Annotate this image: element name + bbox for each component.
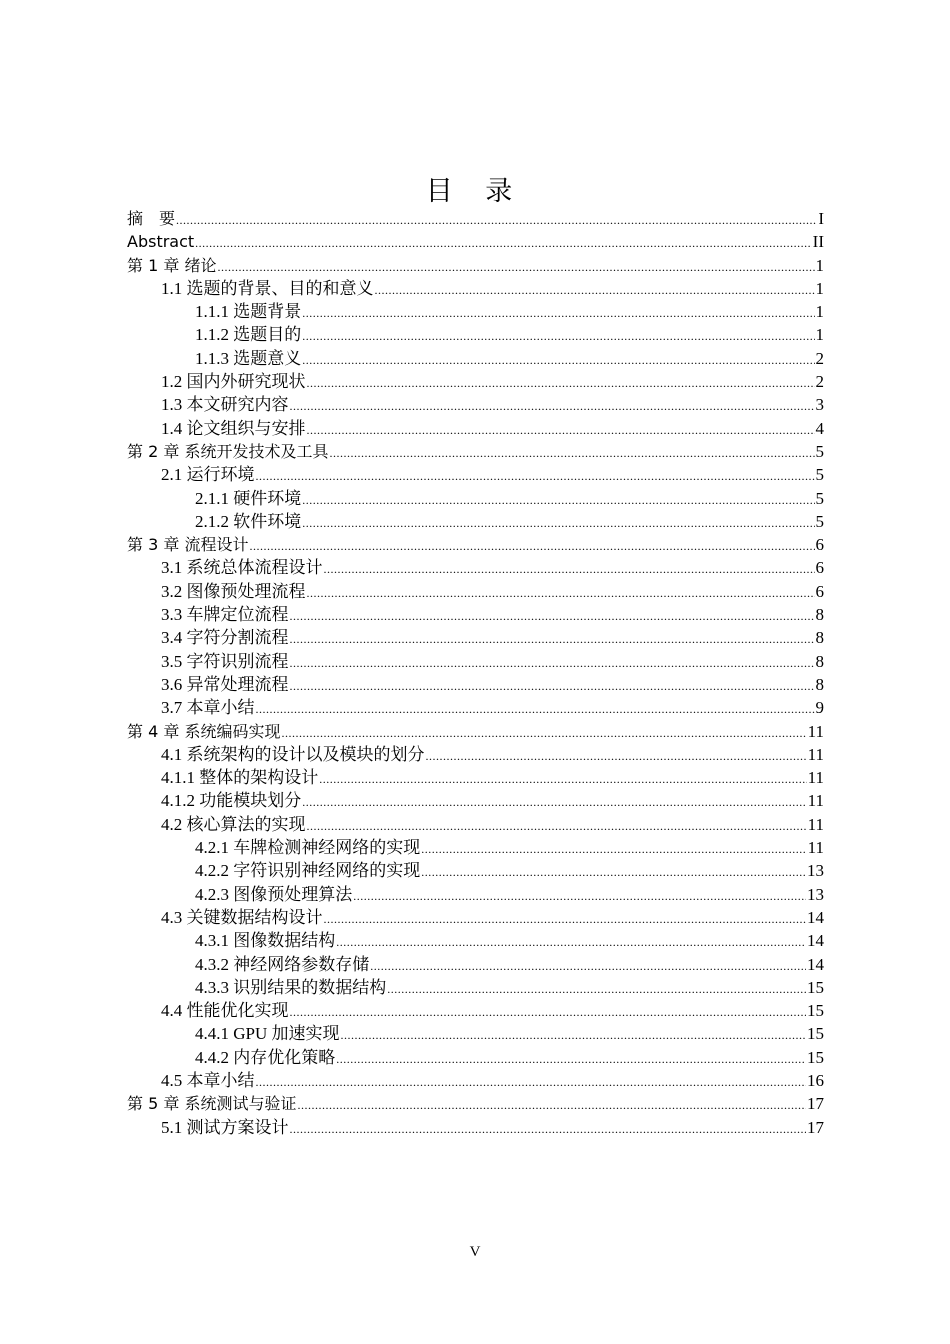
toc-entry[interactable] xyxy=(127,417,824,440)
dot-leader xyxy=(281,722,806,745)
toc-entry-label: 2.1.1 硬件环境 xyxy=(195,488,302,508)
toc-entry-page: 14 xyxy=(807,954,824,974)
toc-entry[interactable] xyxy=(127,1069,824,1092)
toc-entry-label: 3.3 车牌定位流程 xyxy=(161,605,289,625)
toc-entry-page: 5 xyxy=(815,441,824,461)
dot-leader xyxy=(297,1094,806,1117)
toc-entry[interactable] xyxy=(127,487,824,510)
toc-entry-page: 5 xyxy=(815,488,824,508)
dot-leader xyxy=(290,605,815,628)
toc-entry-label: 3.7 本章小结 xyxy=(161,698,255,718)
toc-entry-page: 14 xyxy=(807,931,824,951)
toc-entry-page: 16 xyxy=(807,1070,824,1090)
toc-entry-label: 4.3.3 识别结果的数据结构 xyxy=(195,977,387,997)
toc-entry-label: 4.3.2 神经网络参数存储 xyxy=(195,954,370,974)
dot-leader xyxy=(307,815,807,838)
toc-entry-label: 1.1.1 选题背景 xyxy=(195,302,302,322)
toc-entry-page: 15 xyxy=(807,1001,824,1021)
dot-leader xyxy=(426,745,807,768)
dot-leader xyxy=(290,395,815,418)
toc-entry[interactable] xyxy=(127,789,824,812)
toc-entry-page: 14 xyxy=(807,907,824,927)
toc-entry-page: 11 xyxy=(807,814,824,834)
toc-entry-page: 5 xyxy=(815,511,824,531)
toc-entry[interactable] xyxy=(127,323,824,346)
dot-leader xyxy=(329,442,814,465)
toc-entry-page: 1 xyxy=(815,255,824,275)
toc-entry-page: 2 xyxy=(815,372,824,392)
toc-entry-label: 第 5 章 系统测试与验证 xyxy=(127,1094,297,1114)
dot-leader xyxy=(302,349,814,372)
toc-entry[interactable] xyxy=(127,440,824,463)
toc-entry-page: 11 xyxy=(807,744,824,764)
dot-leader xyxy=(290,1001,807,1024)
toc-entry-label: 3.4 字符分割流程 xyxy=(161,628,289,648)
dot-leader xyxy=(302,302,814,325)
toc-entry-label: 1.4 论文组织与安排 xyxy=(161,418,306,438)
toc-entry[interactable] xyxy=(127,580,824,603)
toc-entry-page: 4 xyxy=(815,418,824,438)
dot-leader xyxy=(302,325,814,348)
toc-entry-label: 第 4 章 系统编码实现 xyxy=(127,721,281,741)
toc-entry[interactable] xyxy=(127,207,824,230)
toc-entry-page: 1 xyxy=(815,302,824,322)
dot-leader xyxy=(256,465,815,488)
dot-leader xyxy=(290,628,815,651)
dot-leader xyxy=(341,1024,806,1047)
toc-entry-page: 6 xyxy=(815,558,824,578)
toc-entry[interactable] xyxy=(127,1022,824,1045)
toc-entry-page: 11 xyxy=(807,838,824,858)
toc-entry[interactable] xyxy=(127,347,824,370)
toc-entry-label: 1.2 国内外研究现状 xyxy=(161,372,306,392)
table-of-contents xyxy=(127,207,824,1139)
toc-entry[interactable] xyxy=(127,626,824,649)
dot-leader xyxy=(290,675,815,698)
toc-entry[interactable] xyxy=(127,510,824,533)
toc-entry[interactable] xyxy=(127,813,824,836)
toc-entry-page: 17 xyxy=(807,1117,824,1137)
toc-entry-label: 4.2.3 图像预处理算法 xyxy=(195,884,353,904)
toc-entry-page: 15 xyxy=(807,1024,824,1044)
toc-entry-label: 5.1 测试方案设计 xyxy=(161,1117,289,1137)
dot-leader xyxy=(307,582,815,605)
toc-entry-page: 1 xyxy=(815,325,824,345)
toc-entry-page: 13 xyxy=(807,884,824,904)
toc-entry[interactable] xyxy=(127,463,824,486)
toc-entry[interactable] xyxy=(127,859,824,882)
toc-entry-page: 6 xyxy=(815,535,824,555)
toc-entry-page: 9 xyxy=(815,698,824,718)
toc-entry-label: 1.3 本文研究内容 xyxy=(161,395,289,415)
toc-entry-page: 13 xyxy=(807,861,824,881)
toc-entry-label: 3.1 系统总体流程设计 xyxy=(161,558,323,578)
toc-entry-page: 11 xyxy=(807,768,824,788)
toc-entry[interactable] xyxy=(127,836,824,859)
toc-entry-page: 11 xyxy=(807,721,824,741)
toc-entry-label: 第 2 章 系统开发技术及工具 xyxy=(127,441,329,461)
dot-leader xyxy=(290,652,815,675)
dot-leader xyxy=(249,535,814,558)
toc-entry[interactable] xyxy=(127,533,824,556)
dot-leader xyxy=(290,1118,807,1141)
toc-entry-label: 4.4.1 GPU 加速实现 xyxy=(195,1024,340,1044)
toc-title: 目 录 xyxy=(425,176,525,207)
toc-entry[interactable] xyxy=(127,230,824,253)
dot-leader xyxy=(256,698,815,721)
toc-entry-label: 4.1 系统架构的设计以及模块的划分 xyxy=(161,744,425,764)
toc-entry-page: 8 xyxy=(815,674,824,694)
toc-entry[interactable] xyxy=(127,766,824,789)
toc-entry-page: 8 xyxy=(815,651,824,671)
toc-entry[interactable] xyxy=(127,393,824,416)
dot-leader xyxy=(370,955,806,978)
toc-entry-page: II xyxy=(812,232,824,252)
toc-entry-page: 15 xyxy=(807,977,824,997)
toc-entry-label: 1.1 选题的背景、目的和意义 xyxy=(161,278,374,298)
toc-entry[interactable] xyxy=(127,300,824,323)
toc-entry-label: 4.2.1 车牌检测神经网络的实现 xyxy=(195,838,421,858)
toc-entry[interactable] xyxy=(127,650,824,673)
toc-entry-page: 17 xyxy=(807,1094,824,1114)
dot-leader xyxy=(324,558,815,581)
dot-leader xyxy=(387,978,806,1001)
toc-entry-label: 4.4 性能优化实现 xyxy=(161,1001,289,1021)
toc-entry-label: 4.3.1 图像数据结构 xyxy=(195,931,336,951)
toc-entry-page: I xyxy=(818,209,824,228)
toc-entry-page: 8 xyxy=(815,628,824,648)
toc-entry-label: 2.1.2 软件环境 xyxy=(195,511,302,531)
dot-leader xyxy=(353,885,806,908)
toc-entry-label: 4.3 关键数据结构设计 xyxy=(161,907,323,927)
dot-leader xyxy=(302,791,806,814)
dot-leader xyxy=(307,372,815,395)
toc-entry[interactable] xyxy=(127,976,824,999)
dot-leader xyxy=(319,768,806,791)
toc-entry[interactable] xyxy=(127,277,824,300)
toc-entry[interactable] xyxy=(127,1092,824,1115)
toc-entry-page: 6 xyxy=(815,581,824,601)
toc-entry[interactable] xyxy=(127,720,824,743)
toc-entry[interactable] xyxy=(127,696,824,719)
toc-entry-page: 8 xyxy=(815,605,824,625)
toc-entry-label: 3.2 图像预处理流程 xyxy=(161,581,306,601)
toc-entry[interactable] xyxy=(127,883,824,906)
toc-entry-label: 1.1.2 选题目的 xyxy=(195,325,302,345)
toc-entry[interactable] xyxy=(127,1116,824,1139)
toc-entry-label: 4.1.1 整体的架构设计 xyxy=(161,768,319,788)
toc-entry[interactable] xyxy=(127,556,824,579)
toc-entry-page: 15 xyxy=(807,1047,824,1067)
toc-entry[interactable] xyxy=(127,999,824,1022)
dot-leader xyxy=(256,1071,807,1094)
dot-leader xyxy=(336,931,806,954)
dot-leader xyxy=(217,256,814,279)
dot-leader xyxy=(375,279,815,302)
toc-entry[interactable] xyxy=(127,929,824,952)
toc-entry[interactable] xyxy=(127,743,824,766)
toc-entry[interactable] xyxy=(127,673,824,696)
toc-entry-label: 1.1.3 选题意义 xyxy=(195,348,302,368)
dot-leader xyxy=(302,489,814,512)
dot-leader xyxy=(302,512,814,535)
toc-entry-label: 4.2.2 字符识别神经网络的实现 xyxy=(195,861,421,881)
toc-entry[interactable] xyxy=(127,603,824,626)
toc-entry-label: 4.2 核心算法的实现 xyxy=(161,814,306,834)
toc-entry[interactable] xyxy=(127,1046,824,1069)
dot-leader xyxy=(421,861,806,884)
toc-entry-label: 第 1 章 绪论 xyxy=(127,255,217,275)
toc-entry-label: 3.5 字符识别流程 xyxy=(161,651,289,671)
toc-entry-label: 4.1.2 功能模块划分 xyxy=(161,791,302,811)
toc-entry-label: 4.4.2 内存优化策略 xyxy=(195,1047,336,1067)
toc-entry-page: 1 xyxy=(815,278,824,298)
toc-entry-label: Abstract xyxy=(127,232,195,252)
toc-entry[interactable] xyxy=(127,254,824,277)
toc-entry-page: 5 xyxy=(815,465,824,485)
toc-entry-label: 摘 要 xyxy=(127,209,176,228)
dot-leader xyxy=(336,1048,806,1071)
toc-entry[interactable] xyxy=(127,953,824,976)
dot-leader xyxy=(195,232,812,255)
toc-entry-page: 2 xyxy=(815,348,824,368)
toc-entry-label: 4.5 本章小结 xyxy=(161,1070,255,1090)
dot-leader xyxy=(307,419,815,442)
page-number: V xyxy=(469,1244,481,1260)
dot-leader xyxy=(421,838,806,861)
toc-entry-label: 3.6 异常处理流程 xyxy=(161,674,289,694)
dot-leader xyxy=(176,209,817,232)
toc-entry-page: 11 xyxy=(807,791,824,811)
toc-entry[interactable] xyxy=(127,906,824,929)
toc-entry-page: 3 xyxy=(815,395,824,415)
toc-entry[interactable] xyxy=(127,370,824,393)
toc-entry-label: 第 3 章 流程设计 xyxy=(127,535,249,555)
dot-leader xyxy=(324,908,807,931)
toc-entry-label: 2.1 运行环境 xyxy=(161,465,255,485)
